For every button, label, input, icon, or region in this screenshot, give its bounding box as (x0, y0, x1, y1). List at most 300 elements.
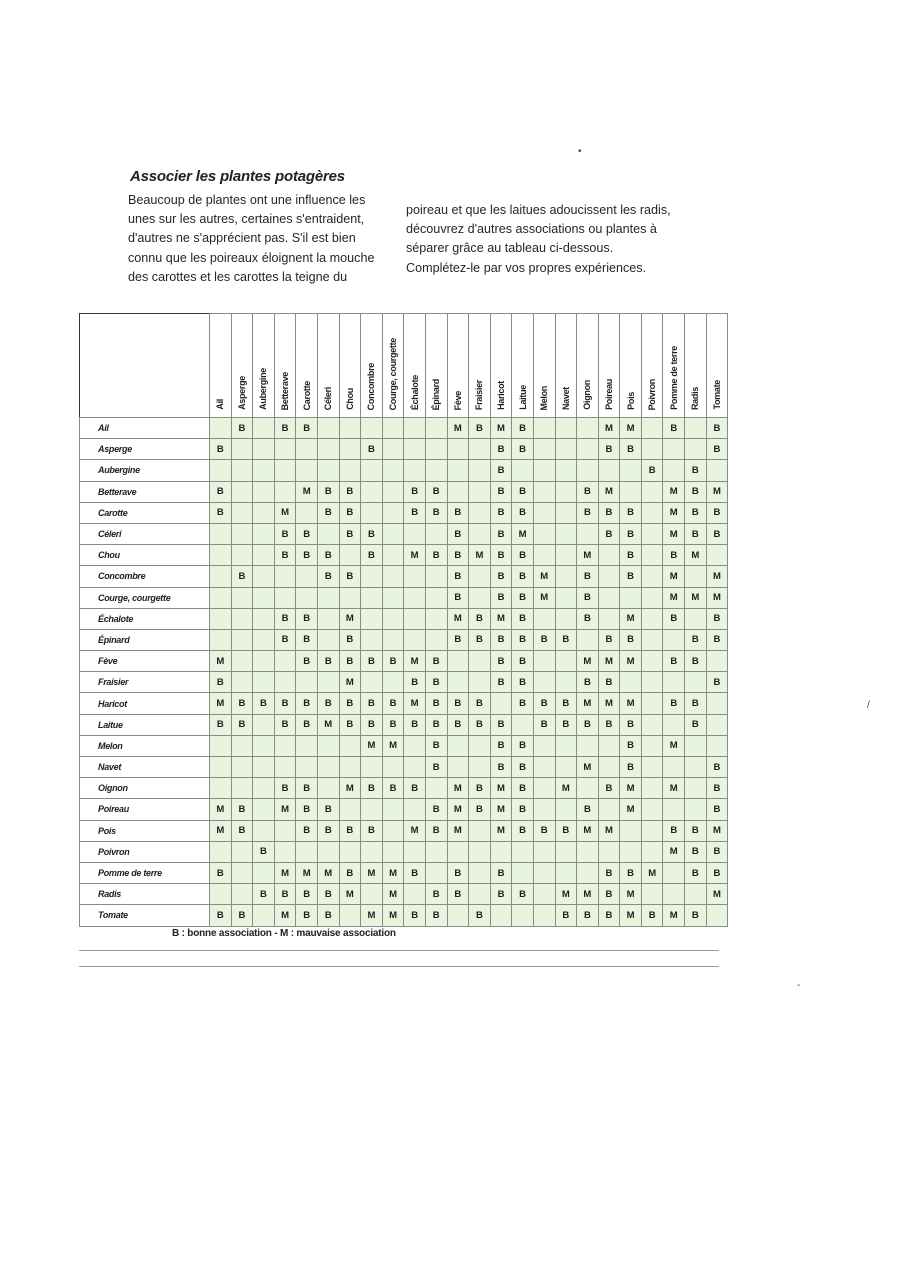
association-cell (447, 735, 469, 756)
association-cell: B (231, 799, 253, 820)
association-cell (685, 439, 707, 460)
table-row (80, 439, 728, 460)
association-cell: B (253, 841, 275, 862)
association-cell (253, 757, 275, 778)
association-cell (641, 523, 663, 544)
association-cell (641, 799, 663, 820)
association-cell (274, 481, 296, 502)
column-header-label: Chou (344, 388, 355, 410)
association-cell (382, 672, 404, 693)
association-cell: B (404, 502, 426, 523)
association-cell (404, 608, 426, 629)
association-cell (274, 841, 296, 862)
association-cell: M (641, 862, 663, 883)
association-cell (404, 884, 426, 905)
row-header-label: Épinard (80, 629, 210, 650)
association-cell (706, 714, 728, 735)
association-cell (382, 629, 404, 650)
association-cell: B (339, 693, 361, 714)
association-cell: M (555, 884, 577, 905)
association-cell: B (361, 714, 383, 735)
association-cell (382, 587, 404, 608)
association-cell: B (685, 460, 707, 481)
association-cell (663, 757, 685, 778)
association-cell (361, 587, 383, 608)
association-cell (253, 439, 275, 460)
association-cell: M (404, 693, 426, 714)
association-cell (447, 651, 469, 672)
association-cell: M (706, 566, 728, 587)
association-cell: B (231, 714, 253, 735)
association-cell: B (274, 545, 296, 566)
association-cell: B (447, 629, 469, 650)
association-cell: M (620, 778, 642, 799)
association-cell: B (685, 905, 707, 926)
association-cell (447, 460, 469, 481)
column-header-label: Navet (560, 386, 571, 410)
association-cell (533, 545, 555, 566)
association-cell: M (274, 502, 296, 523)
table-row (80, 735, 728, 756)
association-cell: B (706, 778, 728, 799)
association-cell: B (620, 735, 642, 756)
association-cell (210, 587, 232, 608)
association-cell: B (620, 714, 642, 735)
column-header-label: Échalote (409, 374, 420, 410)
association-cell: B (490, 439, 512, 460)
association-cell: B (253, 693, 275, 714)
column-header-label: Pomme de terre (668, 346, 679, 410)
association-cell (577, 523, 599, 544)
association-cell: B (555, 820, 577, 841)
association-cell (231, 460, 253, 481)
association-cell (555, 545, 577, 566)
association-cell (210, 757, 232, 778)
column-header (253, 314, 275, 418)
association-cell: M (404, 820, 426, 841)
row-header-label: Pomme de terre (80, 862, 210, 883)
association-cell (404, 587, 426, 608)
association-cell: M (706, 481, 728, 502)
association-cell (641, 735, 663, 756)
association-cell (577, 735, 599, 756)
table-row (80, 629, 728, 650)
association-cell: M (663, 587, 685, 608)
association-cell (469, 862, 491, 883)
association-cell: B (339, 714, 361, 735)
association-cell (382, 799, 404, 820)
association-cell: M (685, 587, 707, 608)
association-cell (361, 566, 383, 587)
association-cell (253, 651, 275, 672)
association-cell (296, 439, 318, 460)
row-header-label: Navet (80, 757, 210, 778)
column-header-label: Oignon (582, 380, 593, 410)
association-cell (361, 841, 383, 862)
intro-paragraph-right: poireau et que les laitues adoucissent les radis, découvrez d'autres associations ou plantes à séparer grâce au tableau ci-dessous. Complétez-le par vos propres expériences. (406, 203, 675, 275)
association-cell (447, 672, 469, 693)
association-cell (577, 418, 599, 439)
association-cell: M (404, 545, 426, 566)
association-cell: M (598, 651, 620, 672)
association-cell (685, 672, 707, 693)
association-cell (620, 481, 642, 502)
association-cell: M (296, 481, 318, 502)
association-cell (231, 884, 253, 905)
association-cell (577, 439, 599, 460)
association-cell: B (663, 418, 685, 439)
association-cell (469, 566, 491, 587)
association-cell (533, 502, 555, 523)
association-cell (685, 778, 707, 799)
row-header-label: Poivron (80, 841, 210, 862)
association-cell (598, 735, 620, 756)
association-cell: B (706, 629, 728, 650)
association-cell: B (469, 693, 491, 714)
association-cell (490, 693, 512, 714)
association-cell (685, 566, 707, 587)
association-cell (231, 841, 253, 862)
association-cell (274, 735, 296, 756)
association-cell: B (210, 481, 232, 502)
table-row (80, 799, 728, 820)
association-cell: M (210, 651, 232, 672)
association-cell: B (425, 799, 447, 820)
table-row (80, 566, 728, 587)
intro-paragraph-left: Beaucoup de plantes ont une influence les unes sur les autres, certaines s'entraident, d'autres ne s'apprécient pas. S'il est bien connu que les poireaux éloignent la mouche des carottes et les carottes la teigne du (128, 193, 378, 284)
association-cell (210, 735, 232, 756)
association-cell: B (598, 778, 620, 799)
association-cell (555, 735, 577, 756)
column-header-label: Haricot (496, 381, 507, 410)
row-header-label: Laitue (80, 714, 210, 735)
association-cell: B (361, 523, 383, 544)
association-cell (425, 460, 447, 481)
association-cell (706, 460, 728, 481)
association-cell (641, 439, 663, 460)
association-cell: B (210, 439, 232, 460)
association-cell (598, 841, 620, 862)
association-cell (469, 439, 491, 460)
association-cell (641, 884, 663, 905)
association-cell: B (490, 502, 512, 523)
association-cell (296, 735, 318, 756)
association-cell: B (706, 862, 728, 883)
row-header-label: Radis (80, 884, 210, 905)
association-cell: M (274, 905, 296, 926)
association-cell: B (685, 651, 707, 672)
association-cell (447, 841, 469, 862)
association-cell: M (490, 799, 512, 820)
association-cell: M (447, 418, 469, 439)
association-cell: B (447, 502, 469, 523)
column-header-label: Poivron (647, 378, 658, 410)
column-header (339, 314, 361, 418)
association-cell (253, 460, 275, 481)
association-cell: M (685, 545, 707, 566)
association-cell (685, 608, 707, 629)
association-cell: M (620, 799, 642, 820)
association-cell (382, 757, 404, 778)
association-cell: B (533, 714, 555, 735)
association-cell (706, 693, 728, 714)
association-cell: B (339, 629, 361, 650)
stray-tick-mark: / (867, 700, 870, 711)
column-header (231, 314, 253, 418)
association-cell (425, 523, 447, 544)
association-cell (641, 418, 663, 439)
row-header-label: Ail (80, 418, 210, 439)
association-cell: B (296, 799, 318, 820)
association-cell: B (533, 629, 555, 650)
column-header (317, 314, 339, 418)
association-cell: B (598, 714, 620, 735)
association-cell: B (533, 693, 555, 714)
association-cell: B (382, 778, 404, 799)
association-cell (533, 778, 555, 799)
association-cell: B (685, 841, 707, 862)
association-cell (469, 460, 491, 481)
association-cell (641, 608, 663, 629)
association-cell (685, 418, 707, 439)
association-cell: M (620, 884, 642, 905)
association-cell: M (663, 566, 685, 587)
association-cell: B (469, 629, 491, 650)
column-header (404, 314, 426, 418)
association-cell: B (620, 502, 642, 523)
association-cell: B (231, 418, 253, 439)
association-cell (641, 714, 663, 735)
association-cell (231, 651, 253, 672)
association-cell: M (663, 841, 685, 862)
association-cell (296, 566, 318, 587)
association-cell (598, 587, 620, 608)
column-header-label: Laitue (517, 385, 528, 410)
row-header-label: Aubergine (80, 460, 210, 481)
association-cell: B (469, 714, 491, 735)
association-cell: B (469, 608, 491, 629)
association-cell (598, 608, 620, 629)
association-cell (706, 545, 728, 566)
association-cell: B (317, 799, 339, 820)
association-cell (598, 799, 620, 820)
association-cell (663, 799, 685, 820)
association-cell: M (447, 608, 469, 629)
association-cell (533, 608, 555, 629)
association-cell (555, 439, 577, 460)
association-cell (253, 481, 275, 502)
association-cell (469, 481, 491, 502)
association-cell (339, 545, 361, 566)
association-cell: B (490, 735, 512, 756)
association-cell (469, 820, 491, 841)
association-cell (210, 884, 232, 905)
table-row (80, 841, 728, 862)
association-cell: B (512, 439, 534, 460)
association-cell: B (317, 545, 339, 566)
association-cell: B (339, 820, 361, 841)
association-cell: B (317, 693, 339, 714)
association-cell: B (210, 905, 232, 926)
association-cell: B (425, 651, 447, 672)
association-cell (253, 523, 275, 544)
association-cell: B (706, 799, 728, 820)
association-cell: B (555, 905, 577, 926)
association-cell: B (685, 862, 707, 883)
column-header (512, 314, 534, 418)
association-cell: B (425, 757, 447, 778)
association-cell (663, 862, 685, 883)
association-cell: B (404, 481, 426, 502)
association-cell: B (577, 608, 599, 629)
association-cell (555, 523, 577, 544)
association-cell: M (382, 905, 404, 926)
association-cell: B (577, 905, 599, 926)
column-header (274, 314, 296, 418)
association-cell (469, 523, 491, 544)
table-row (80, 608, 728, 629)
association-cell (382, 460, 404, 481)
association-cell: B (274, 693, 296, 714)
association-cell (706, 651, 728, 672)
association-cell: M (512, 523, 534, 544)
association-cell: B (382, 693, 404, 714)
association-cell: B (210, 714, 232, 735)
association-cell: M (339, 884, 361, 905)
stray-dash-mark: - (797, 980, 801, 991)
association-cell: B (663, 608, 685, 629)
association-cell (382, 820, 404, 841)
association-cell: M (490, 820, 512, 841)
column-header (620, 314, 642, 418)
association-cell: M (663, 502, 685, 523)
association-cell (533, 841, 555, 862)
association-cell: M (577, 757, 599, 778)
association-cell (296, 757, 318, 778)
table-row (80, 502, 728, 523)
association-cell: B (512, 651, 534, 672)
divider-line-lower (79, 966, 719, 967)
association-cell: B (706, 523, 728, 544)
association-cell (231, 629, 253, 650)
column-header-label: Melon (539, 385, 550, 410)
association-cell: B (447, 714, 469, 735)
association-cell (339, 418, 361, 439)
association-cell (296, 841, 318, 862)
association-cell: M (620, 905, 642, 926)
association-cell (253, 629, 275, 650)
association-cell (231, 523, 253, 544)
association-cell: B (598, 523, 620, 544)
table-row (80, 651, 728, 672)
association-cell: M (598, 418, 620, 439)
association-cell: B (425, 714, 447, 735)
association-cell (555, 862, 577, 883)
association-cell: B (274, 714, 296, 735)
association-cell: B (620, 545, 642, 566)
association-cell: B (512, 778, 534, 799)
association-cell: B (598, 672, 620, 693)
row-header-label: Carotte (80, 502, 210, 523)
association-cell (253, 418, 275, 439)
association-cell (577, 629, 599, 650)
association-cell (231, 502, 253, 523)
row-header-label: Pois (80, 820, 210, 841)
association-cell (620, 460, 642, 481)
association-cell: B (231, 566, 253, 587)
association-cell: B (274, 418, 296, 439)
association-cell (555, 460, 577, 481)
association-cell: M (490, 608, 512, 629)
association-cell (404, 629, 426, 650)
association-cell: M (490, 418, 512, 439)
association-cell: B (210, 502, 232, 523)
table-row (80, 757, 728, 778)
association-cell (317, 523, 339, 544)
association-cell: B (598, 884, 620, 905)
row-header-label: Oignon (80, 778, 210, 799)
column-header-label: Poireau (603, 379, 614, 410)
association-cell: B (231, 820, 253, 841)
association-cell (533, 523, 555, 544)
table-row (80, 820, 728, 841)
association-cell: B (296, 693, 318, 714)
column-header (361, 314, 383, 418)
association-cell (685, 735, 707, 756)
association-cell (447, 757, 469, 778)
association-cell (210, 841, 232, 862)
association-cell: B (339, 862, 361, 883)
association-cell: B (447, 545, 469, 566)
association-cell: B (339, 566, 361, 587)
association-cell: B (490, 651, 512, 672)
association-cell: B (577, 566, 599, 587)
association-cell (210, 545, 232, 566)
row-header-label: Melon (80, 735, 210, 756)
association-cell: B (361, 820, 383, 841)
association-cell: B (231, 693, 253, 714)
association-cell: M (663, 905, 685, 926)
association-cell (425, 862, 447, 883)
association-cell: B (577, 714, 599, 735)
association-cell (425, 778, 447, 799)
column-header (382, 314, 404, 418)
association-cell: M (339, 778, 361, 799)
association-cell: B (512, 693, 534, 714)
association-cell (253, 608, 275, 629)
association-cell: B (361, 545, 383, 566)
column-header-row (80, 314, 728, 418)
association-cell (641, 545, 663, 566)
association-cell (469, 757, 491, 778)
association-cell: B (555, 714, 577, 735)
association-cell (663, 672, 685, 693)
association-cell (512, 460, 534, 481)
association-cell: B (210, 672, 232, 693)
association-cell (555, 418, 577, 439)
association-cell: M (598, 693, 620, 714)
row-header-label: Céleri (80, 523, 210, 544)
row-header-label: Asperge (80, 439, 210, 460)
association-cell: B (447, 862, 469, 883)
association-cell: B (620, 757, 642, 778)
association-cell: B (404, 714, 426, 735)
association-cell: M (577, 651, 599, 672)
column-header (577, 314, 599, 418)
association-cell (598, 545, 620, 566)
table-row (80, 481, 728, 502)
table-row (80, 778, 728, 799)
